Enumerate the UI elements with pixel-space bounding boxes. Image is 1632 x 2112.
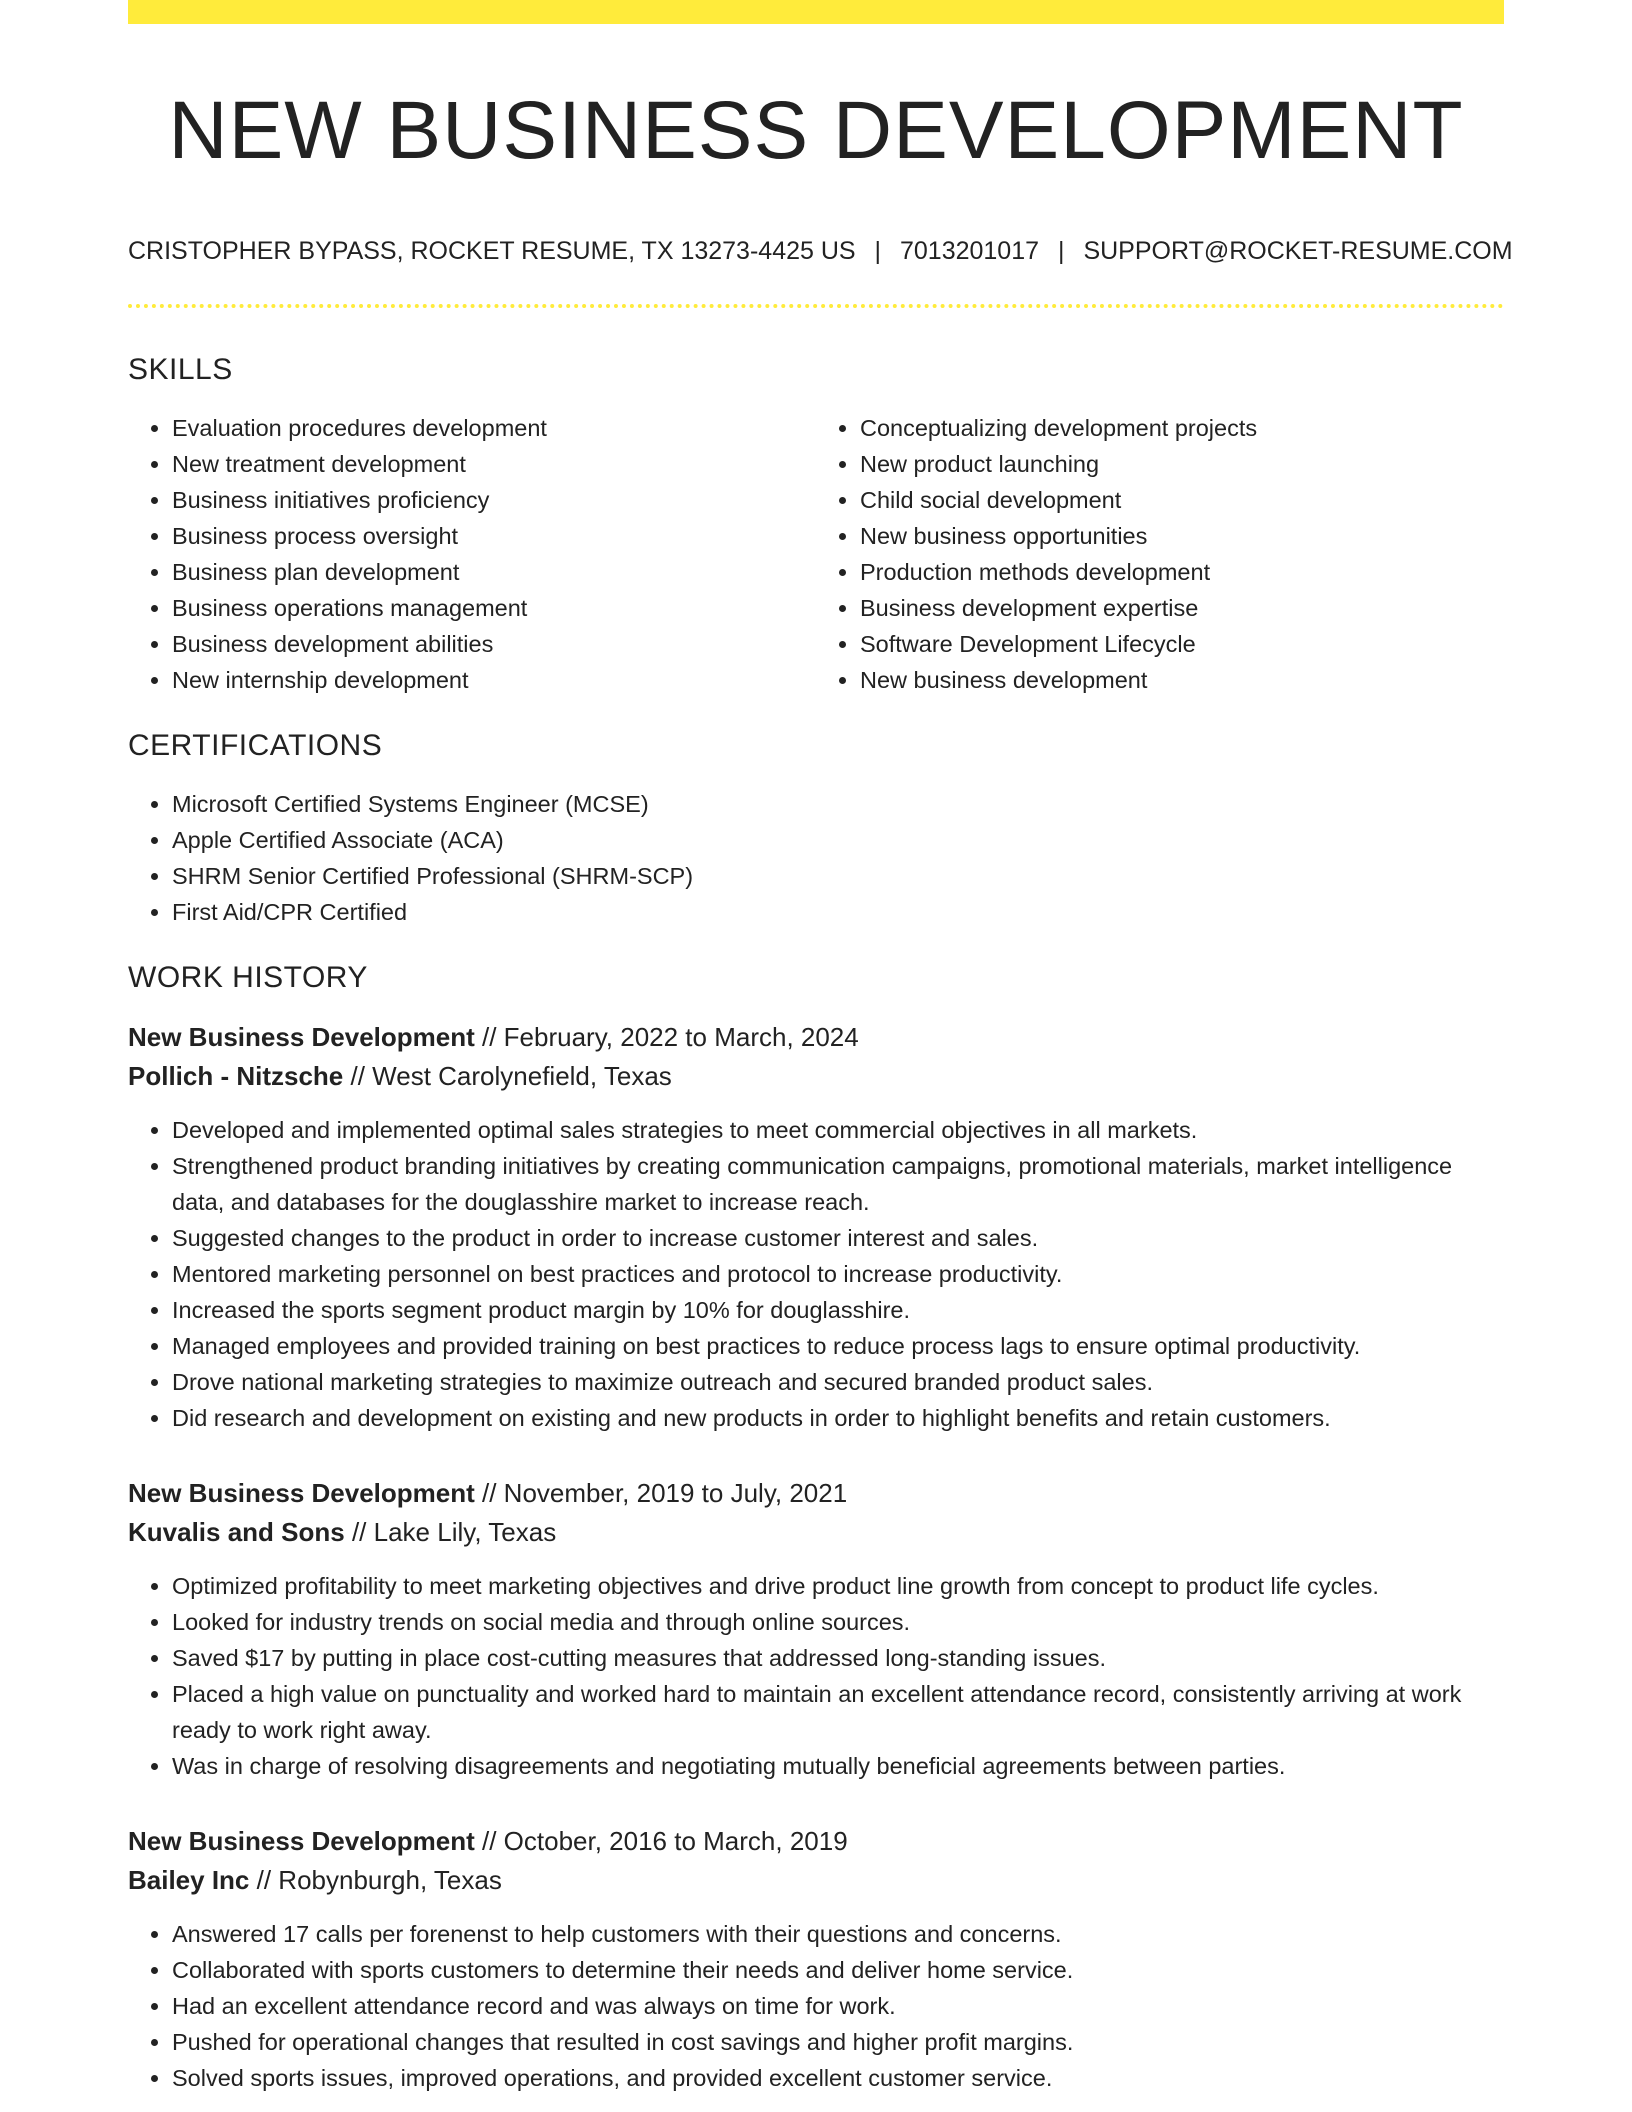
job-location: // Robynburgh, Texas bbox=[249, 1865, 502, 1896]
skill-item: • Child social development bbox=[860, 482, 1504, 518]
job-company-line bbox=[128, 1057, 1504, 1096]
skill-item: • New internship development bbox=[172, 662, 816, 698]
skill-item: • Business development abilities bbox=[172, 626, 816, 662]
certification-item: • First Aid/CPR Certified bbox=[172, 894, 1504, 930]
contact-address: CRISTOPHER BYPASS, ROCKET RESUME, TX 13273-4425 US bbox=[128, 237, 856, 266]
job-bullet: • Suggested changes to the product in order to increase customer interest and sales. bbox=[172, 1220, 1504, 1256]
job-bullet: • Answered 17 calls per forenenst to help customers with their questions and concerns. bbox=[172, 1916, 1504, 1952]
job-location: // West Carolynefield, Texas bbox=[343, 1061, 672, 1092]
job-bullet: • Increased the sports segment product margin by 10% for douglasshire. bbox=[172, 1292, 1504, 1328]
contact-separator: | bbox=[874, 237, 882, 266]
dotted-divider bbox=[128, 304, 1504, 308]
job-company-line bbox=[128, 1861, 1504, 1900]
contact-email: SUPPORT@ROCKET-RESUME.COM bbox=[1083, 237, 1513, 266]
job-dates: // October, 2016 to March, 2019 bbox=[474, 1826, 848, 1857]
skill-item: • New business development bbox=[860, 662, 1504, 698]
job-entry bbox=[128, 1822, 1504, 2096]
job-company: Kuvalis and Sons bbox=[128, 1517, 345, 1548]
job-bullet: • Optimized profitability to meet marketing objectives and drive product line growth from concept to product life cycles. bbox=[172, 1568, 1504, 1604]
job-bullet: • Did research and development on existing and new products in order to highlight benefits and retain customers. bbox=[172, 1400, 1504, 1436]
skills-grid bbox=[128, 410, 1504, 698]
job-bullet: • Solved sports issues, improved operations, and provided excellent customer service. bbox=[172, 2060, 1504, 2096]
job-bullet: • Drove national marketing strategies to maximize outreach and secured branded product sales. bbox=[172, 1364, 1504, 1400]
job-title-line bbox=[128, 1822, 1504, 1861]
certification-item: • SHRM Senior Certified Professional (SHRM-SCP) bbox=[172, 858, 1504, 894]
job-entry bbox=[128, 1018, 1504, 1436]
job-bullet: • Saved $17 by putting in place cost-cutting measures that addressed long-standing issues. bbox=[172, 1640, 1504, 1676]
job-bullets bbox=[128, 1568, 1504, 1784]
job-bullet: • Placed a high value on punctuality and worked hard to maintain an excellent attendance record, consistently arriving at work ready to work right away. bbox=[172, 1676, 1504, 1748]
job-bullet: • Collaborated with sports customers to determine their needs and deliver home service. bbox=[172, 1952, 1504, 1988]
contact-phone: 7013201017 bbox=[899, 237, 1040, 266]
skills-column-right bbox=[816, 410, 1504, 698]
skill-item: • Conceptualizing development projects bbox=[860, 410, 1504, 446]
job-title: New Business Development bbox=[128, 1022, 475, 1053]
skill-item: • Software Development Lifecycle bbox=[860, 626, 1504, 662]
skill-item: • Production methods development bbox=[860, 554, 1504, 590]
skills-column-left bbox=[128, 410, 816, 698]
accent-top-bar bbox=[128, 0, 1504, 24]
job-title-line bbox=[128, 1018, 1504, 1057]
job-bullet: • Managed employees and provided training on best practices to reduce process lags to ensure optimal productivity. bbox=[172, 1328, 1504, 1364]
skill-item: • Business process oversight bbox=[172, 518, 816, 554]
job-bullet: • Was in charge of resolving disagreements and negotiating mutually beneficial agreements between parties. bbox=[172, 1748, 1504, 1784]
work-history-heading: WORK HISTORY bbox=[128, 961, 368, 995]
skill-item: • Business development expertise bbox=[860, 590, 1504, 626]
skills-list-right bbox=[816, 410, 1504, 698]
skill-item: • New business opportunities bbox=[860, 518, 1504, 554]
certification-item: • Microsoft Certified Systems Engineer (MCSE) bbox=[172, 786, 1504, 822]
skill-item: • Business plan development bbox=[172, 554, 816, 590]
job-bullet: • Strengthened product branding initiatives by creating communication campaigns, promotional materials, market intelligence data, and databases for the douglasshire market to increase reach. bbox=[172, 1148, 1504, 1220]
job-bullet: • Mentored marketing personnel on best practices and protocol to increase productivity. bbox=[172, 1256, 1504, 1292]
skill-item: • New product launching bbox=[860, 446, 1504, 482]
skill-item: • Business initiatives proficiency bbox=[172, 482, 816, 518]
skills-heading: SKILLS bbox=[128, 353, 233, 387]
job-bullets bbox=[128, 1112, 1504, 1436]
job-bullets bbox=[128, 1916, 1504, 2096]
certifications-list bbox=[128, 786, 1504, 930]
contact-line bbox=[128, 236, 1513, 266]
job-title-line bbox=[128, 1474, 1504, 1513]
job-title: New Business Development bbox=[128, 1478, 475, 1509]
skill-item: • Evaluation procedures development bbox=[172, 410, 816, 446]
job-bullet: • Looked for industry trends on social media and through online sources. bbox=[172, 1604, 1504, 1640]
job-bullet: • Had an excellent attendance record and was always on time for work. bbox=[172, 1988, 1504, 2024]
skill-item: • Business operations management bbox=[172, 590, 816, 626]
job-company: Bailey Inc bbox=[128, 1865, 250, 1896]
resume-title: NEW BUSINESS DEVELOPMENT bbox=[168, 85, 1464, 176]
job-dates: // November, 2019 to July, 2021 bbox=[474, 1478, 848, 1509]
job-company-line bbox=[128, 1513, 1504, 1552]
job-company: Pollich - Nitzsche bbox=[128, 1061, 344, 1092]
job-dates: // February, 2022 to March, 2024 bbox=[474, 1022, 859, 1053]
job-bullet: • Developed and implemented optimal sales strategies to meet commercial objectives in all markets. bbox=[172, 1112, 1504, 1148]
resume-page bbox=[128, 0, 1513, 2096]
job-location: // Lake Lily, Texas bbox=[344, 1517, 557, 1548]
job-entry bbox=[128, 1474, 1504, 1784]
certifications-heading: CERTIFICATIONS bbox=[128, 729, 383, 763]
job-title: New Business Development bbox=[128, 1826, 475, 1857]
skill-item: • New treatment development bbox=[172, 446, 816, 482]
contact-separator: | bbox=[1057, 237, 1065, 266]
certification-item: • Apple Certified Associate (ACA) bbox=[172, 822, 1504, 858]
job-bullet: • Pushed for operational changes that resulted in cost savings and higher profit margins. bbox=[172, 2024, 1504, 2060]
skills-list-left bbox=[128, 410, 816, 698]
